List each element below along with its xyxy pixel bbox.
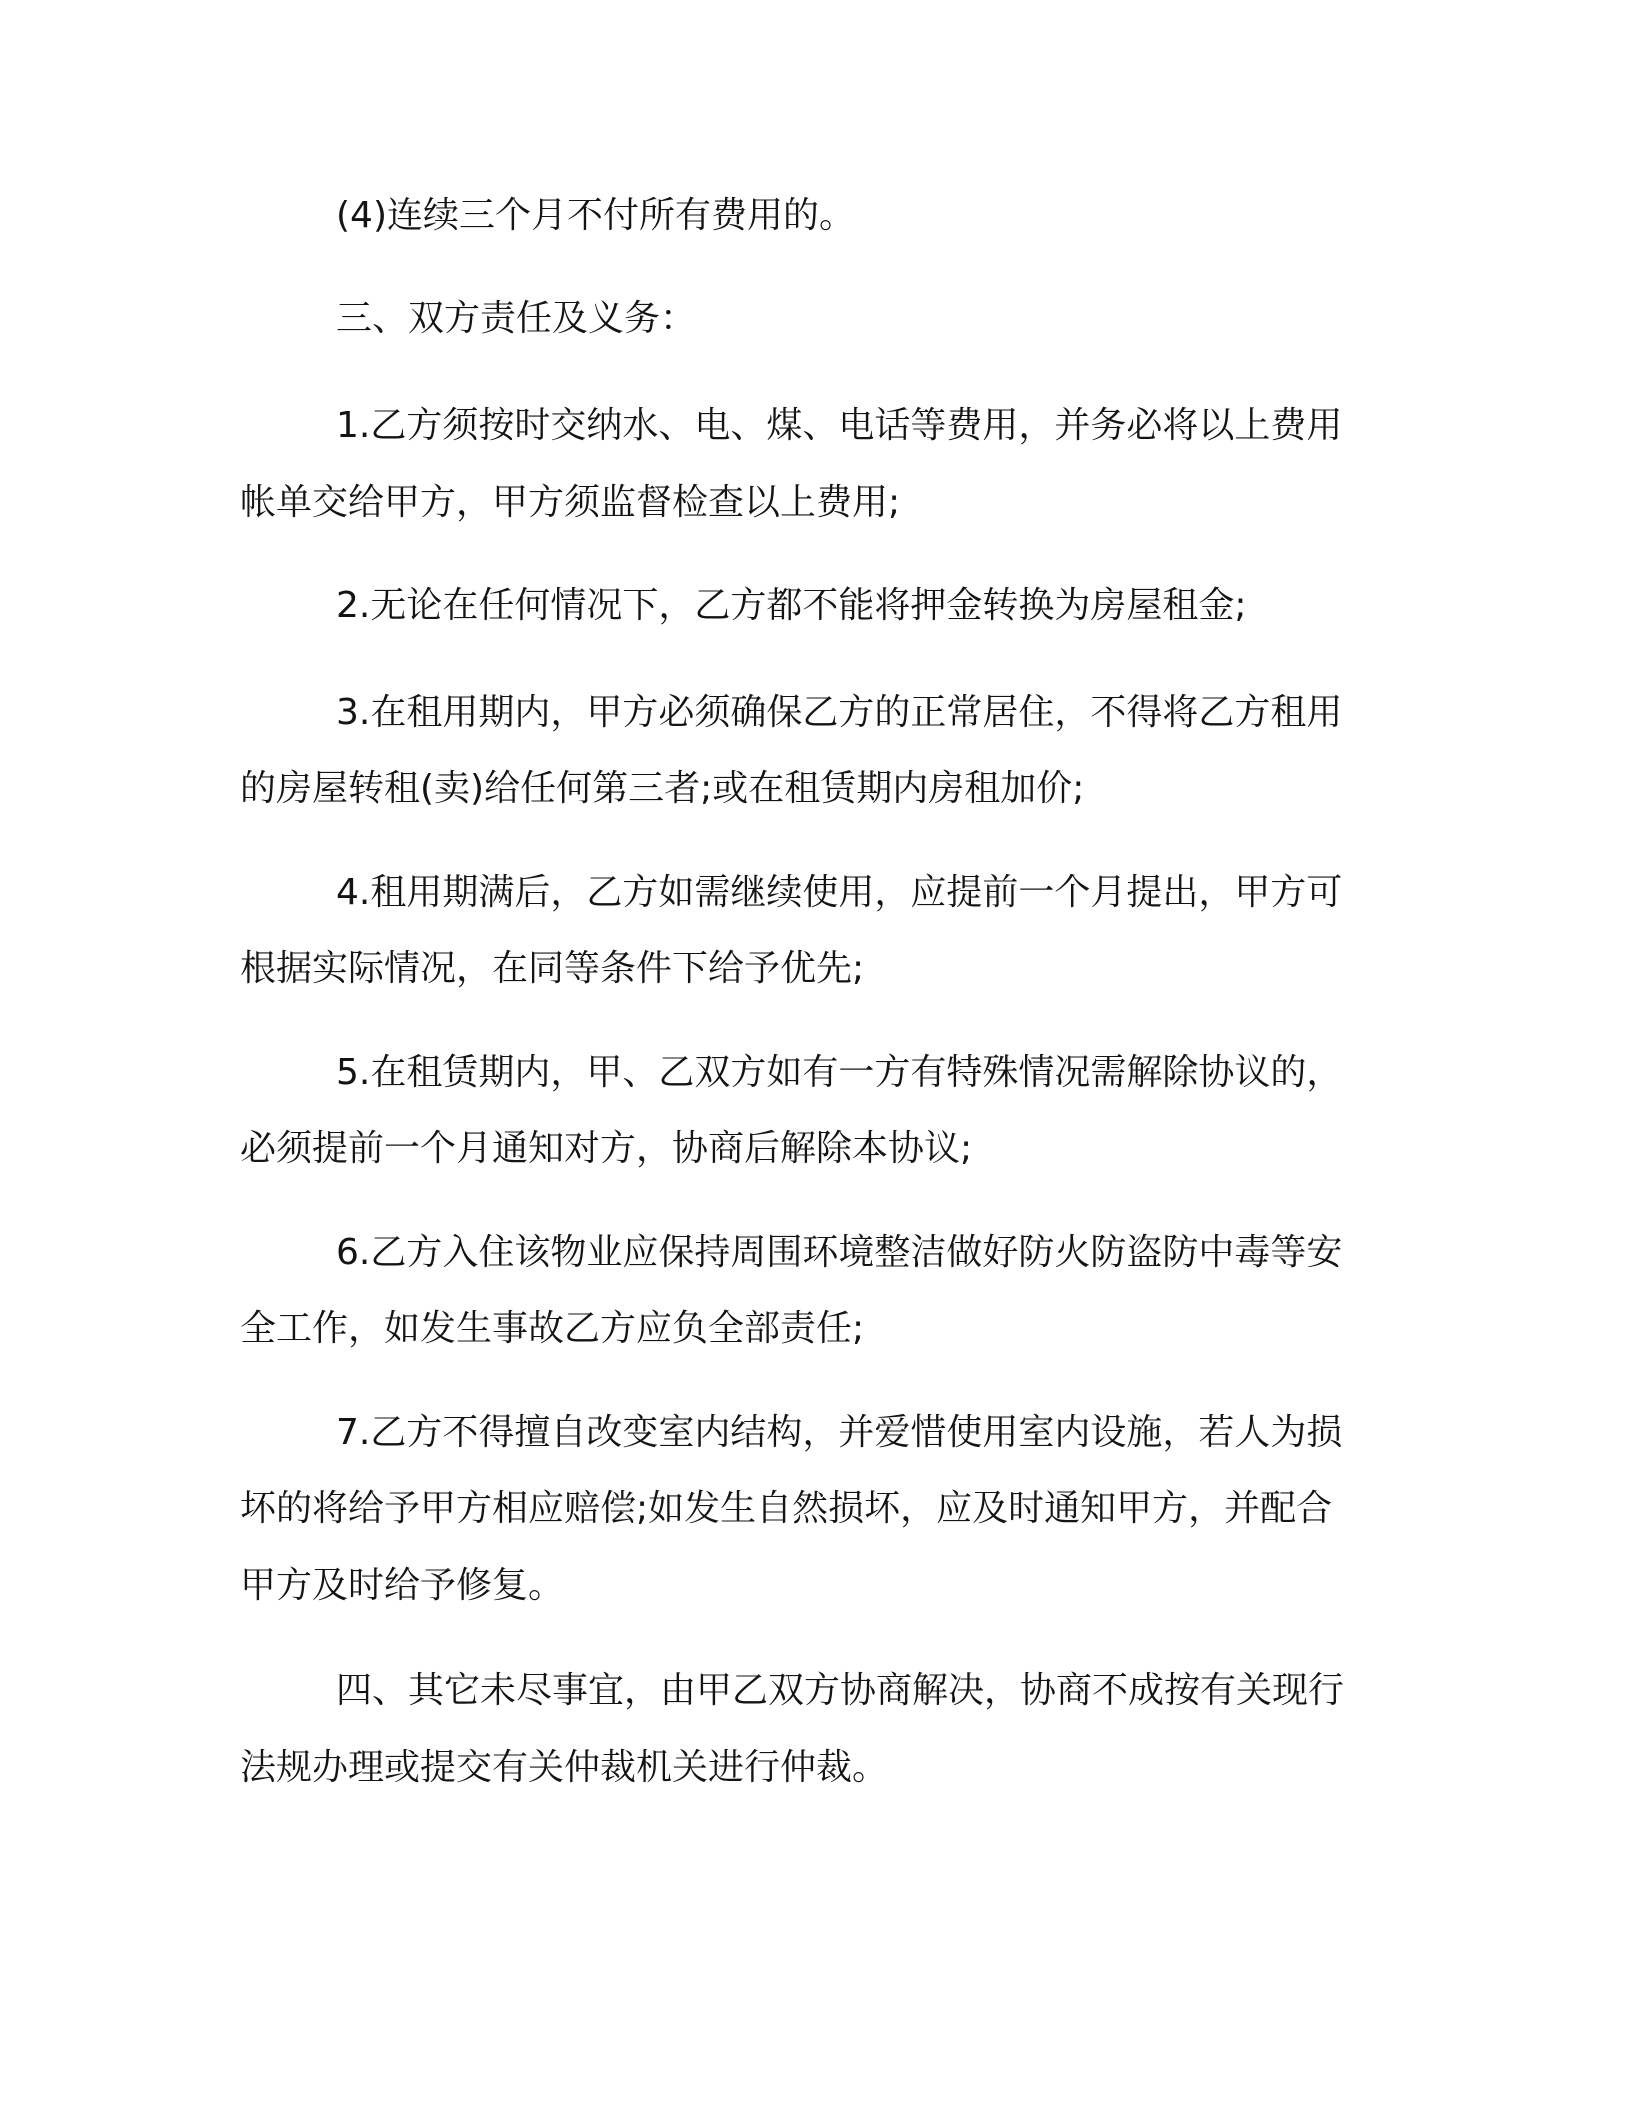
section-4-line-1: 四、其它未尽事宜，由甲乙双方协商解决，协商不成按有关现行 <box>336 1670 1345 1711</box>
item-4-line-2: 根据实际情况，在同等条件下给予优先; <box>240 948 865 989</box>
item-6-line-2: 全工作，如发生事故乙方应负全部责任; <box>240 1308 865 1349</box>
section-4-line-2: 法规办理或提交有关仲裁机关进行仲裁。 <box>240 1747 889 1788</box>
item-4-line-1: 4.租用期满后，乙方如需继续使用，应提前一个月提出，甲方可 <box>336 872 1343 913</box>
item-7-line-3: 甲方及时给予修复。 <box>240 1565 565 1606</box>
clause-4-overdue-fees: (4)连续三个月不付所有费用的。 <box>336 195 855 236</box>
item-1-line-2: 帐单交给甲方，甲方须监督检查以上费用; <box>240 482 901 523</box>
item-1-line-1: 1.乙方须按时交纳水、电、煤、电话等费用，并务必将以上费用 <box>336 405 1343 446</box>
item-3-line-1: 3.在租用期内，甲方必须确保乙方的正常居住，不得将乙方租用 <box>336 692 1343 733</box>
item-5-line-1: 5.在租赁期内，甲、乙双方如有一方有特殊情况需解除协议的， <box>336 1052 1343 1093</box>
item-2-line-1: 2.无论在任何情况下，乙方都不能将押金转换为房屋租金; <box>336 585 1247 626</box>
item-6-line-1: 6.乙方入住该物业应保持周围环境整洁做好防火防盗防中毒等安 <box>336 1232 1343 1273</box>
item-3-line-2: 的房屋转租(卖)给任何第三者;或在租赁期内房租加价; <box>240 768 1085 809</box>
item-7-line-2: 坏的将给予甲方相应赔偿;如发生自然损坏，应及时通知甲方，并配合 <box>240 1488 1333 1529</box>
item-5-line-2: 必须提前一个月通知对方，协商后解除本协议; <box>240 1128 973 1169</box>
item-7-line-1: 7.乙方不得擅自改变室内结构，并爱惜使用室内设施，若人为损 <box>336 1412 1343 1453</box>
section-3-heading: 三、双方责任及义务： <box>336 298 697 339</box>
